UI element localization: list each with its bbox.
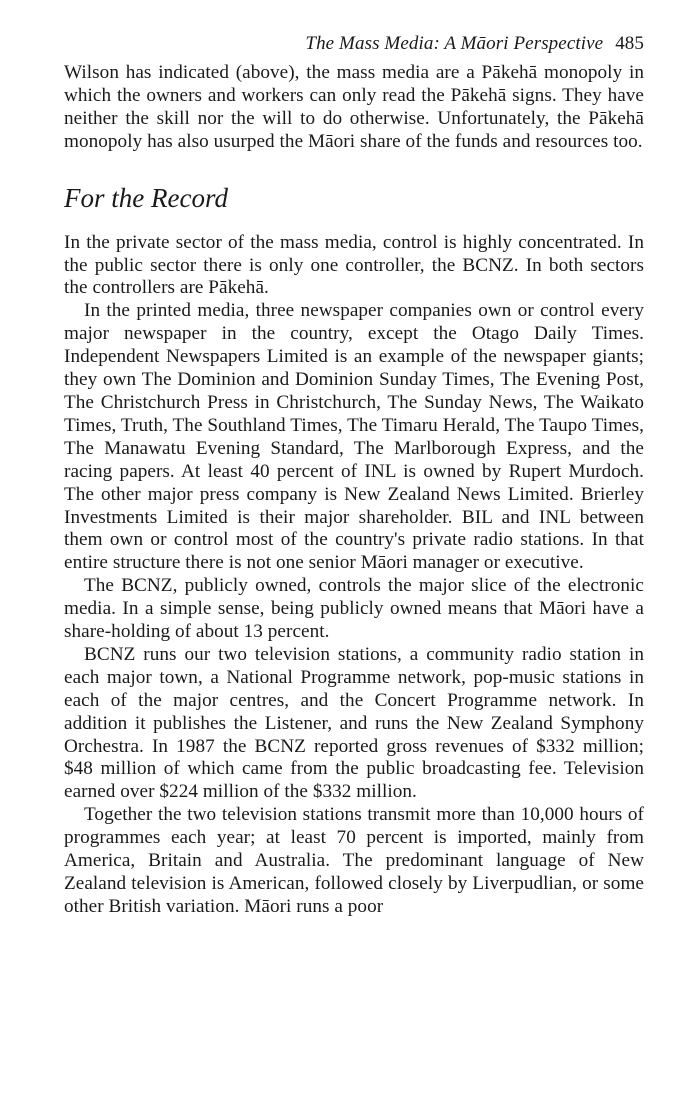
paragraph-4: BCNZ runs our two television stations, a community radio station in each major town, a National Programme network, pop-music stations in each of the major centres, and the Concert Programme network. In addition it publishes the Listener, and runs the New Zealand Symphony Orchestra. In 1987 the BCNZ reported gross revenues of $332 million; $48 million of which came from the public broadcasting fee. Television earned over $224 million of the $332 million. <box>64 643 644 803</box>
paragraph-1: In the private sector of the mass media, control is highly concentrated. In the public sector there is only one controller, the BCNZ. In both sectors the controllers are Pākehā. <box>64 231 644 299</box>
section-heading: For the Record <box>64 182 228 213</box>
paragraph-3: The BCNZ, publicly owned, controls the major slice of the electronic media. In a simple sense, being publicly owned means that Māori have a share-holding of about 13 percent. <box>64 575 644 643</box>
paragraph-5: Together the two television stations transmit more than 10,000 hours of programmes each year; at least 70 percent is imported, mainly from America, Britain and Australia. The predominant language of New Zealand television is American, followed closely by Liverpudlian, or some other British variation. Māori runs a poor <box>64 804 644 917</box>
book-page <box>64 32 644 919</box>
intro-paragraph: Wilson has indicated (above), the mass media are a Pākehā monopoly in which the owners and workers can only read the Pākehā signs. They have neither the skill nor the will to do otherwise. Unfortunately, the Pākehā monopoly has also usurped the Māori share of the funds and resources too. <box>64 62 644 152</box>
running-title: The Mass Media: A Māori Perspective <box>305 33 604 54</box>
running-head <box>64 32 644 56</box>
page-number: 485 <box>615 33 644 54</box>
paragraph-2: In the printed media, three newspaper companies own or control every major newspaper in the country, except the Otago Daily Times. Independent Newspapers Limited is an example of the newspaper giants; they own The Dominion and Dominion Sunday Times, The Evening Post, The Christchurch Press in Christchurch, The Sunday News, The Waikato Times, Truth, The Southland Times, The Timaru Herald, The Taupo Times, The Manawatu Evening Standard, The Marlborough Express, and the racing papers. At least 40 percent of INL is owned by Rupert Murdoch. The other major press company is New Zealand News Limited. Brierley Investments Limited is their major shareholder. BIL and INL between them own or control most of the country's private radio stations. In that entire structure there is not one senior Māori manager or executive. <box>64 300 644 574</box>
